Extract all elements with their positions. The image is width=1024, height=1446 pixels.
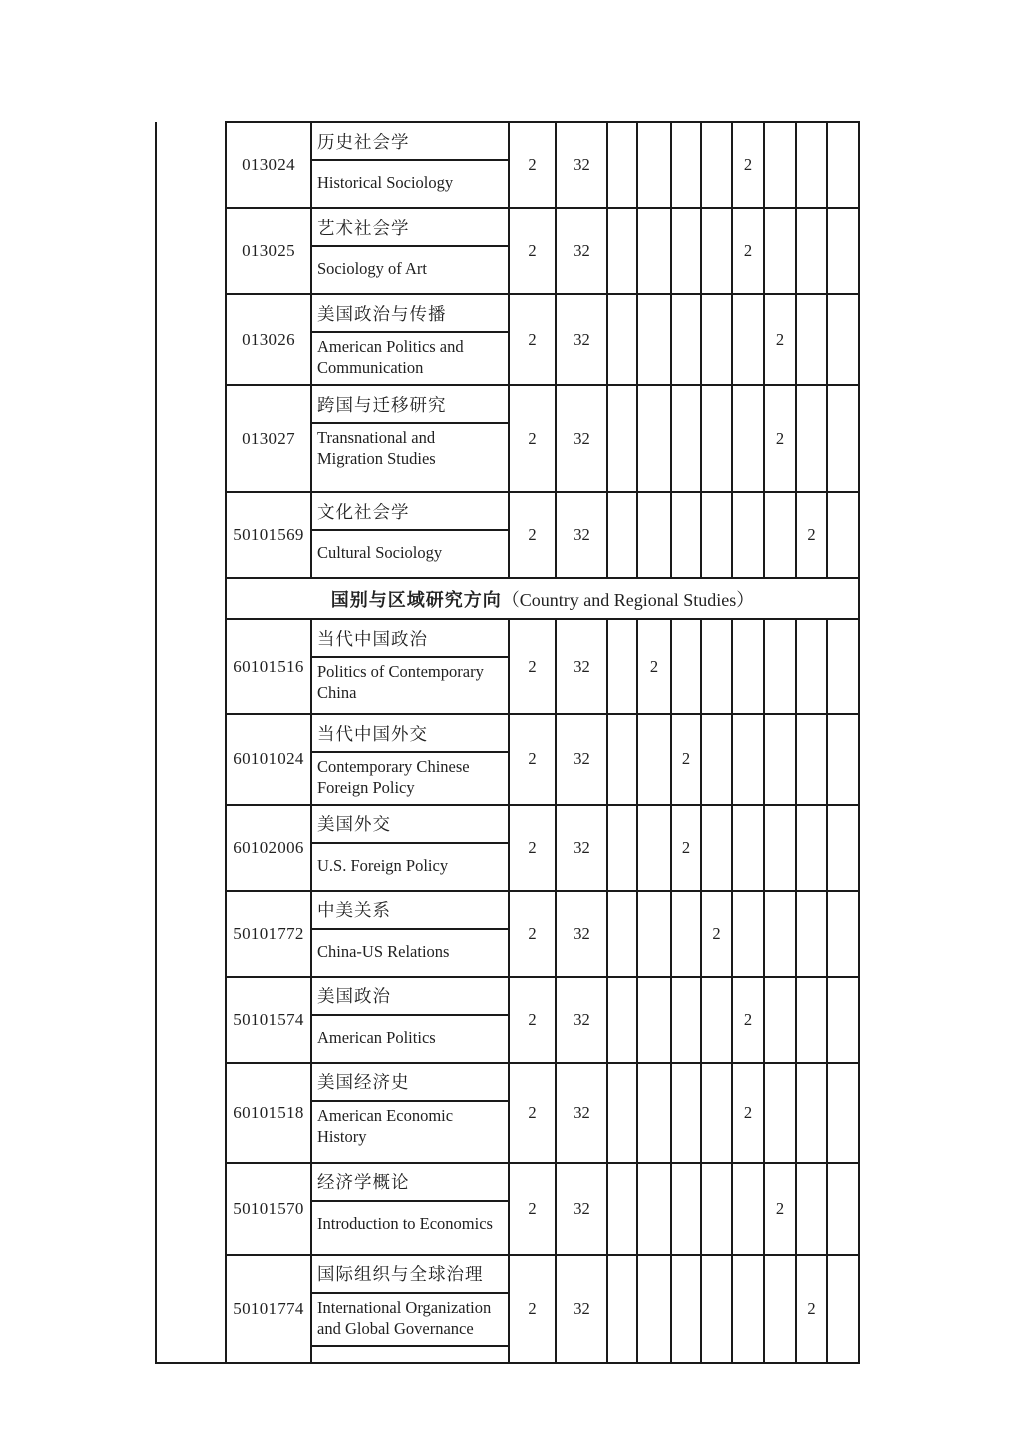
course-name-en: Transnational and Migration Studies [317, 428, 436, 469]
course-name-zh: 国际组织与全球治理 [312, 1256, 508, 1294]
course-hours: 32 [556, 891, 607, 977]
course-name-en: Historical Sociology [317, 173, 454, 193]
course-hours: 32 [556, 714, 607, 805]
semester-5-cell: 2 [732, 977, 764, 1063]
section-header-row [156, 578, 859, 619]
course-credits: 2 [509, 492, 556, 578]
semester-4-cell: 2 [701, 891, 732, 977]
semester-6-cell [764, 891, 796, 977]
semester-7-cell [796, 619, 827, 714]
semester-6-cell: 2 [764, 1163, 796, 1255]
semester-7-cell [796, 208, 827, 294]
semester-8-cell [827, 1255, 859, 1363]
course-name-zh: 美国政治 [312, 978, 508, 1016]
course-hours: 32 [556, 1063, 607, 1163]
course-name-zh: 文化社会学 [312, 493, 508, 531]
semester-1-cell [607, 492, 637, 578]
semester-6-cell [764, 1255, 796, 1363]
semester-8-cell [827, 619, 859, 714]
table-row [156, 385, 859, 492]
semester-3-cell [671, 208, 701, 294]
table-row [156, 1255, 859, 1363]
semester-5-cell [732, 891, 764, 977]
semester-2-cell [637, 714, 671, 805]
course-credits: 2 [509, 385, 556, 492]
semester-7-cell [796, 294, 827, 385]
semester-6-cell [764, 122, 796, 208]
semester-8-cell [827, 1163, 859, 1255]
course-hours: 32 [556, 1163, 607, 1255]
course-credits: 2 [509, 805, 556, 891]
table-row [156, 891, 859, 977]
course-code: 50101574 [226, 977, 311, 1063]
course-name-en: American Politics [317, 1028, 436, 1048]
table-row [156, 1163, 859, 1255]
semester-7-cell [796, 714, 827, 805]
course-credits: 2 [509, 122, 556, 208]
course-credits: 2 [509, 891, 556, 977]
course-name-cell [311, 977, 509, 1063]
semester-8-cell [827, 122, 859, 208]
semester-4-cell [701, 805, 732, 891]
semester-3-cell [671, 294, 701, 385]
course-code: 60101518 [226, 1063, 311, 1163]
course-credits: 2 [509, 1163, 556, 1255]
semester-6-cell [764, 714, 796, 805]
semester-8-cell [827, 891, 859, 977]
semester-1-cell [607, 294, 637, 385]
course-schedule-table [155, 121, 860, 1364]
course-credits: 2 [509, 1255, 556, 1363]
semester-7-cell [796, 1063, 827, 1163]
semester-1-cell [607, 977, 637, 1063]
course-name-en: Contemporary Chinese Foreign Policy [317, 757, 470, 798]
semester-6-cell [764, 977, 796, 1063]
course-name-cell [311, 492, 509, 578]
table-row [156, 492, 859, 578]
semester-8-cell [827, 1063, 859, 1163]
semester-1-cell [607, 1255, 637, 1363]
table-row [156, 208, 859, 294]
table-row [156, 1063, 859, 1163]
course-code: 013026 [226, 294, 311, 385]
course-name-en: American Politics and Communication [317, 337, 464, 378]
semester-4-cell [701, 714, 732, 805]
semester-4-cell [701, 1163, 732, 1255]
semester-7-cell: 2 [796, 492, 827, 578]
course-name-zh: 历史社会学 [312, 123, 508, 161]
table-row [156, 294, 859, 385]
section-header-cell [226, 578, 859, 619]
course-credits: 2 [509, 208, 556, 294]
semester-7-cell: 2 [796, 1255, 827, 1363]
semester-3-cell [671, 619, 701, 714]
semester-4-cell [701, 1063, 732, 1163]
semester-6-cell: 2 [764, 385, 796, 492]
course-code: 50101774 [226, 1255, 311, 1363]
course-name-en: Politics of Contemporary China [317, 662, 484, 703]
course-name-cell [311, 1063, 509, 1163]
semester-5-cell [732, 1255, 764, 1363]
semester-1-cell [607, 385, 637, 492]
semester-1-cell [607, 619, 637, 714]
semester-7-cell [796, 891, 827, 977]
semester-4-cell [701, 1255, 732, 1363]
semester-3-cell [671, 385, 701, 492]
course-hours: 32 [556, 977, 607, 1063]
semester-2-cell [637, 385, 671, 492]
category-column-empty-cell [156, 122, 226, 1363]
semester-2-cell: 2 [637, 619, 671, 714]
course-code: 50101569 [226, 492, 311, 578]
course-name-cell [311, 805, 509, 891]
course-code: 50101570 [226, 1163, 311, 1255]
semester-7-cell [796, 805, 827, 891]
semester-7-cell [796, 122, 827, 208]
semester-8-cell [827, 714, 859, 805]
course-name-zh: 跨国与迁移研究 [312, 386, 508, 424]
table-row [156, 977, 859, 1063]
course-name-cell [311, 891, 509, 977]
semester-1-cell [607, 1063, 637, 1163]
semester-8-cell [827, 805, 859, 891]
course-name-en: China-US Relations [317, 942, 450, 962]
semester-2-cell [637, 1163, 671, 1255]
course-name-zh: 艺术社会学 [312, 209, 508, 247]
semester-5-cell [732, 619, 764, 714]
semester-7-cell [796, 1163, 827, 1255]
semester-4-cell [701, 208, 732, 294]
course-code: 50101772 [226, 891, 311, 977]
course-name-zh: 美国政治与传播 [312, 295, 508, 333]
semester-4-cell [701, 294, 732, 385]
semester-3-cell [671, 977, 701, 1063]
semester-6-cell [764, 1063, 796, 1163]
course-name-zh: 当代中国政治 [312, 620, 508, 658]
semester-2-cell [637, 891, 671, 977]
semester-4-cell [701, 977, 732, 1063]
table-row [156, 714, 859, 805]
semester-1-cell [607, 122, 637, 208]
course-name-cell [311, 385, 509, 492]
course-name-cell [311, 1163, 509, 1255]
course-credits: 2 [509, 619, 556, 714]
semester-3-cell [671, 891, 701, 977]
course-credits: 2 [509, 1063, 556, 1163]
semester-5-cell [732, 294, 764, 385]
course-hours: 32 [556, 1255, 607, 1363]
course-name-zh: 经济学概论 [312, 1164, 508, 1202]
semester-4-cell [701, 619, 732, 714]
course-code: 60101024 [226, 714, 311, 805]
course-name-cell [311, 294, 509, 385]
course-name-cell [311, 619, 509, 714]
course-code: 60101516 [226, 619, 311, 714]
course-name-en: Introduction to Economics [317, 1214, 493, 1234]
semester-2-cell [637, 492, 671, 578]
course-hours: 32 [556, 208, 607, 294]
semester-4-cell [701, 385, 732, 492]
course-credits: 2 [509, 977, 556, 1063]
semester-6-cell [764, 619, 796, 714]
course-name-en: International Organization and Global Governance [312, 1294, 508, 1347]
semester-5-cell: 2 [732, 208, 764, 294]
semester-1-cell [607, 1163, 637, 1255]
course-credits: 2 [509, 714, 556, 805]
semester-5-cell [732, 385, 764, 492]
semester-5-cell [732, 714, 764, 805]
semester-2-cell [637, 1255, 671, 1363]
semester-8-cell [827, 492, 859, 578]
semester-1-cell [607, 805, 637, 891]
course-hours: 32 [556, 805, 607, 891]
semester-5-cell [732, 492, 764, 578]
semester-4-cell [701, 122, 732, 208]
semester-2-cell [637, 805, 671, 891]
semester-3-cell [671, 122, 701, 208]
course-hours: 32 [556, 492, 607, 578]
course-name-zh: 美国经济史 [312, 1064, 508, 1102]
semester-3-cell [671, 1063, 701, 1163]
semester-6-cell [764, 805, 796, 891]
semester-3-cell [671, 492, 701, 578]
course-name-cell [311, 122, 509, 208]
course-credits: 2 [509, 294, 556, 385]
course-name-zh: 中美关系 [312, 892, 508, 930]
semester-5-cell [732, 805, 764, 891]
semester-5-cell [732, 1163, 764, 1255]
semester-2-cell [637, 294, 671, 385]
course-name-en: American Economic History [317, 1105, 454, 1147]
semester-2-cell [637, 122, 671, 208]
semester-8-cell [827, 385, 859, 492]
course-name-cell [311, 208, 509, 294]
course-hours: 32 [556, 294, 607, 385]
course-hours: 32 [556, 619, 607, 714]
course-name-zh: 当代中国外交 [312, 715, 508, 753]
semester-3-cell: 2 [671, 714, 701, 805]
semester-6-cell [764, 492, 796, 578]
semester-7-cell [796, 977, 827, 1063]
semester-5-cell: 2 [732, 1063, 764, 1163]
semester-8-cell [827, 977, 859, 1063]
semester-2-cell [637, 977, 671, 1063]
section-title-zh: 国别与区域研究方向 [330, 589, 502, 610]
course-code: 60102006 [226, 805, 311, 891]
course-code: 013024 [226, 122, 311, 208]
semester-2-cell [637, 1063, 671, 1163]
semester-8-cell [827, 294, 859, 385]
semester-5-cell: 2 [732, 122, 764, 208]
semester-6-cell [764, 208, 796, 294]
semester-3-cell [671, 1255, 701, 1363]
semester-3-cell: 2 [671, 805, 701, 891]
course-name-en: U.S. Foreign Policy [317, 856, 449, 876]
semester-8-cell [827, 208, 859, 294]
course-code: 013025 [226, 208, 311, 294]
semester-6-cell: 2 [764, 294, 796, 385]
semester-2-cell [637, 208, 671, 294]
course-name-en: Cultural Sociology [317, 543, 443, 563]
semester-1-cell [607, 714, 637, 805]
table-row [156, 122, 859, 208]
course-code: 013027 [226, 385, 311, 492]
section-title-en: （Country and Regional Studies） [501, 589, 755, 610]
course-name-en: Sociology of Art [317, 259, 427, 279]
table-row [156, 805, 859, 891]
course-hours: 32 [556, 385, 607, 492]
semester-1-cell [607, 891, 637, 977]
course-name-cell [311, 714, 509, 805]
semester-4-cell [701, 492, 732, 578]
course-hours: 32 [556, 122, 607, 208]
course-name-zh: 美国外交 [312, 806, 508, 844]
table-row [156, 619, 859, 714]
semester-7-cell [796, 385, 827, 492]
semester-3-cell [671, 1163, 701, 1255]
course-name-cell [311, 1255, 509, 1363]
semester-1-cell [607, 208, 637, 294]
